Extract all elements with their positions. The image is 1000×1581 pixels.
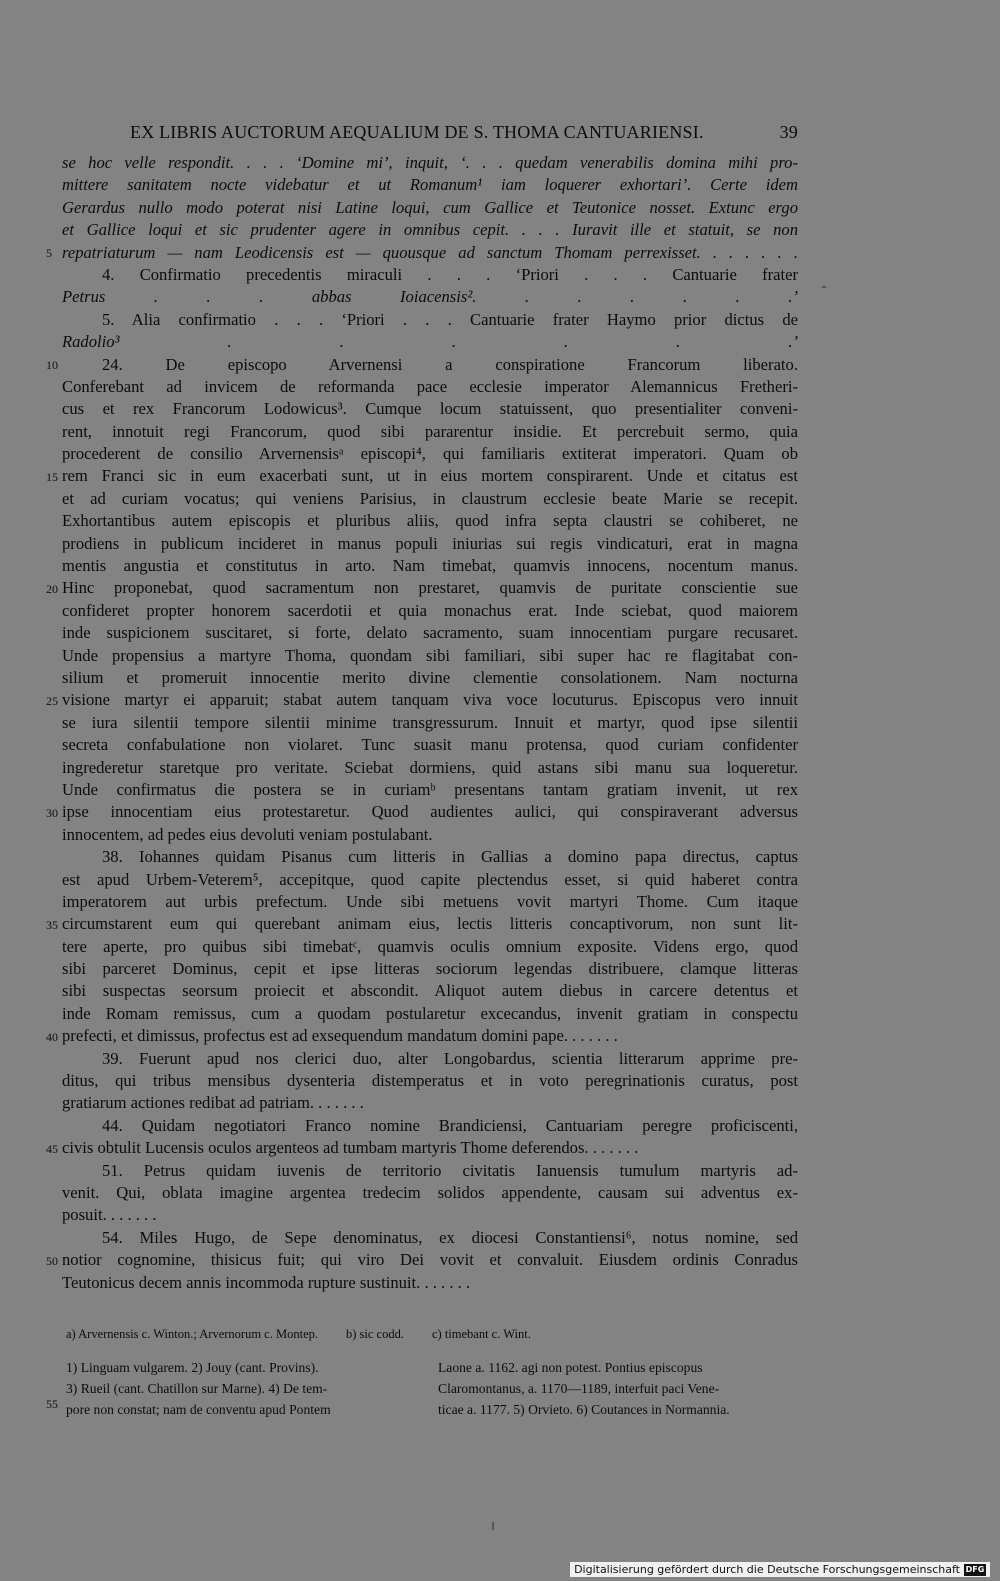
footnotes-column-left — [66, 1357, 331, 1420]
text-line: Radolio³ . . . . . .’ — [62, 332, 798, 352]
text-line: posuit. . . . . . . — [62, 1205, 157, 1225]
line-number: 45 — [46, 1141, 58, 1156]
text-line: circumstarent eum qui querebant animam eius, lectis litteris concaptivorum, non sunt lit- — [62, 914, 798, 934]
footnote-line: 1) Linguam vulgarem. 2) Jouy (cant. Provins). — [66, 1360, 319, 1375]
text-line: 5. Alia confirmatio . . . ‘Priori . . . Cantuarie frater Haymo prior dictus de — [102, 309, 798, 329]
text-line: visione martyr ei apparuit; stabat autem tanquam viva voce locuturus. Episcopus vero innuit — [62, 690, 798, 710]
text-line: tere aperte, pro quibus sibi timebatᶜ, quamvis oculis omnium exposite. Videns ergo, quod — [62, 936, 798, 956]
text-line: secreta confabulatione non violaret. Tunc suasit manu protensa, quod curiam confidenter — [62, 735, 798, 755]
text-line: sibi parceret Dominus, cepit et ipse litteras sociorum legendas distribuere, clamque litteras — [62, 959, 798, 979]
footnote-line: 3) Rueil (cant. Chatillon sur Marne). 4) De tem- — [66, 1381, 328, 1396]
text-line: Exhortantibus autem episcopis et pluribus aliis, quod infra septa claustri se cohiberet, ne — [62, 511, 798, 531]
text-line: 51. Petrus quidam iuvenis de territorio civitatis Ianuensis tumulum martyris ad- — [102, 1160, 798, 1180]
line-number: 10 — [46, 357, 58, 372]
line-number: 25 — [46, 693, 58, 708]
text-line: sibi suspectas seorsum proiecit et abscondit. Aliquot autem diebus in carcere detentus et — [62, 981, 798, 1001]
text-line: 24. De episcopo Arvernensi a conspiratione Francorum liberato. — [102, 354, 798, 374]
text-line: Petrus . . . abbas Ioiacensis². . . . . . .’ — [62, 287, 798, 307]
text-line: rem Franci sic in eum exacerbati sunt, ut in eius mortem conspirarent. Unde et citatus est — [62, 466, 798, 486]
text-line: cus et rex Francorum Lodowicus³. Cumque locum statuissent, quo presentialiter conveni- — [62, 399, 798, 419]
text-line: repatriaturum — nam Leodicensis est — quousque ad sanctum Thomam perrexisset. . . . . . . — [62, 242, 798, 262]
line-number: 40 — [46, 1029, 58, 1044]
text-line: et ad curiam vocatus; qui veniens Parisius, in claustrum ecclesie beate Marie se recepit. — [62, 488, 798, 508]
page-number: 39 — [779, 122, 798, 142]
text-line: innocentem, ad pedes eius devoluti veniam postulabant. — [62, 824, 433, 844]
text-line: Teutonicus decem annis incommoda rupture sustinuit. . . . . . . — [62, 1272, 471, 1292]
text-line: se hoc velle respondit. . . . ‘Domine mi’, inquit, ‘. . . quedam venerabilis domina mihi pro- — [62, 153, 798, 172]
text-line: mittere sanitatem nocte videbatur et ut Romanum¹ iam loquerer exhortari’. Certe idem — [62, 175, 798, 195]
text-line: civis obtulit Lucensis oculos argenteos ad tumbam martyris Thome deferendos. . . . . . . — [62, 1138, 639, 1158]
scan-speck — [492, 1522, 494, 1530]
text-line: notior cognomine, thisicus fuit; qui viro Dei vovit et convaluit. Eiusdem ordinis Conradus — [62, 1250, 798, 1270]
text-line: ingrederetur staretque pro veritate. Sciebat dormiens, quid astans sibi manu sua loqueretur. — [62, 757, 798, 777]
text-line: confideret propter honorem sacerdotii et quia monachus erat. Inde sciebat, quod maiorem — [62, 600, 798, 620]
text-line: prodiens in publicum incideret in manus populi iniurias sui regis vindicaturi, erat in magna — [62, 533, 798, 553]
text-line: Unde propensius a martyre Thoma, quondam sibi familiari, sibi super hac re flagitabat con- — [62, 645, 798, 665]
footnote-line: pore non constat; nam de conventu apud Pontem — [66, 1402, 331, 1417]
text-line: 38. Iohannes quidam Pisanus cum litteris in Gallias a domino papa directus, captus — [102, 847, 798, 867]
footer-text: Digitalisierung gefördert durch die Deutsche Forschungsgemeinschaft — [574, 1563, 960, 1576]
critical-apparatus — [66, 1327, 798, 1342]
line-number: 55 — [46, 1397, 58, 1411]
text-line: 44. Quidam negotiatori Franco nomine Brandiciensi, Cantuariam peregre proficiscenti, — [102, 1115, 798, 1135]
text-line: est apud Urbem-Veterem⁵, accepitque, quod capite plectendus esset, si quid haberet contra — [62, 869, 798, 889]
text-line: ipse innocentiam eius protestaretur. Quod audientes aulici, qui conspiraverant adversus — [62, 802, 798, 822]
text-line: se iura silentii tempore silentii minime transgressurum. Innuit et martyr, quod ipse silentii — [62, 712, 798, 732]
digitization-footer — [570, 1562, 990, 1577]
text-line: rent, innotuit regi Francorum, quod sibi pararentur insidie. Et percrebuit sermo, quia — [62, 421, 798, 441]
text-line: Conferebant ad invicem de reformanda pace ecclesie imperator Alemannicus Fretheri- — [62, 376, 798, 396]
line-number: 35 — [46, 917, 58, 932]
line-number: 30 — [46, 805, 58, 820]
text-line: mentis angustia et constitutus in arto. Nam timebat, quamvis innocens, nocentum manus. — [62, 556, 798, 576]
text-line: et Gallice loqui et sic prudenter agere in omnibus cepit. . . . Iuravit ille et statuit, se non — [62, 220, 798, 240]
text-line: imperatorem aut urbis prefectum. Unde sibi metuens vovit martyri Thome. Cum itaque — [62, 891, 798, 911]
text-line: gratiarum actiones redibat ad patriam. . . . . . . — [62, 1093, 364, 1113]
text-line: venit. Qui, oblata imagine argentea tredecim solidos appendente, causam sui adventus ex- — [62, 1182, 798, 1202]
header-title: EX LIBRIS AUCTORUM AEQUALIUM DE S. THOMA CANTUARIENSI. — [130, 122, 704, 142]
footnotes-column-right — [438, 1357, 730, 1420]
text-line: Hinc proponebat, quod sacramentum non prestaret, quamvis de puritate conscientie sue — [62, 578, 798, 598]
text-line: inde suspicionem suscitaret, si forte, delato sacramento, suam innocentiam purgare recusaret. — [62, 623, 798, 643]
line-number: 50 — [46, 1253, 58, 1268]
scan-speck — [822, 286, 826, 288]
text-line: 39. Fuerunt apud nos clerici duo, alter Longobardus, scientia litterarum apprime pre- — [102, 1048, 798, 1068]
notes-section — [66, 1327, 798, 1417]
footnote-line: Claromontanus, a. 1170—1189, interfuit paci Vene- — [438, 1381, 720, 1396]
line-number: 20 — [46, 581, 58, 596]
critical-note: a) Arvernensis c. Winton.; Arvernorum c. Montep. — [66, 1327, 318, 1341]
text-line: 54. Miles Hugo, de Sepe denominatus, ex diocesi Constantiensi⁶, notus nomine, sed — [102, 1227, 798, 1247]
main-text — [62, 152, 798, 1294]
text-line: Gerardus nullo modo poterat nisi Latine loqui, cum Gallice et Teutonice nosset. Extunc ergo — [62, 197, 798, 217]
dfg-logo: DFG — [965, 1564, 985, 1574]
text-line: Unde confirmatus die postera se in curiamᵇ presentans tantam gratiam invenit, ut rex — [62, 779, 798, 799]
footnote-line: ticae a. 1177. 5) Orvieto. 6) Coutances in Normannia. — [438, 1402, 730, 1417]
text-line: ditus, qui tribus mensibus dysenteria distemperatus et in voto peregrinationis curatus, post — [62, 1071, 798, 1091]
critical-note: b) sic codd. — [346, 1327, 404, 1341]
text-line: prefecti, et dimissus, profectus est ad exsequendum mandatum domini pape. . . . . . . — [62, 1026, 618, 1046]
text-line: procederent de consilio Arvernensisᵃ episcopi⁴, qui familiaris extiterat imperatori. Quam ob — [62, 444, 798, 464]
critical-note: c) timebant c. Wint. — [431, 1327, 531, 1341]
text-line: silium et promeruit innocentie merito divine clementie consolationem. Nam nocturna — [62, 667, 798, 687]
text-line: 4. Confirmatio precedentis miraculi . . . ‘Priori . . . Cantuarie frater — [102, 264, 798, 284]
text-line: inde Romam remissus, cum a quodam postularetur excecandus, invenit gratiam in conspectu — [62, 1003, 798, 1023]
footnote-line: Laone a. 1162. agi non potest. Pontius episcopus — [438, 1360, 703, 1375]
line-number: 5 — [46, 245, 52, 260]
line-number: 15 — [46, 469, 58, 484]
